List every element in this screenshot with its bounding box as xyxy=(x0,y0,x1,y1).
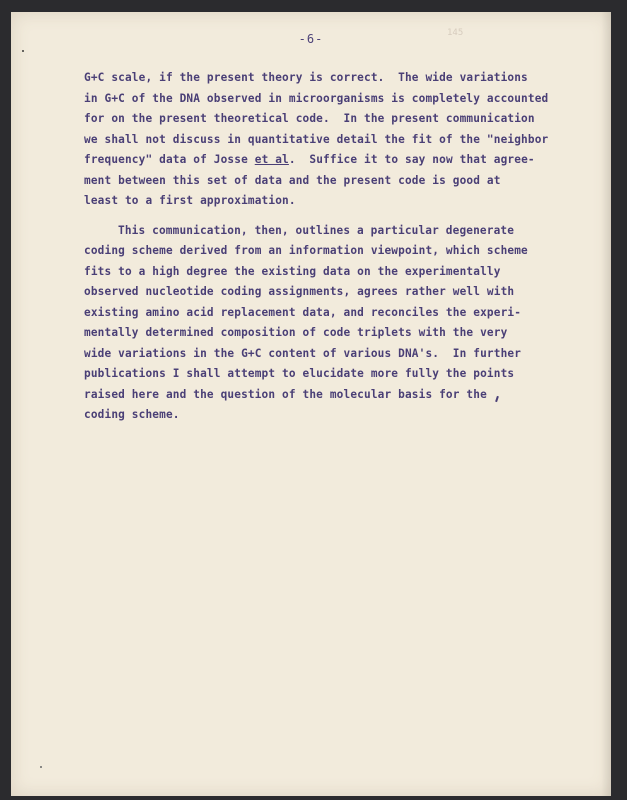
text-line: ment between this set of data and the present code is good at xyxy=(84,173,501,187)
document-body xyxy=(84,68,589,435)
paragraph-1 xyxy=(84,68,589,212)
faint-corner-mark: 145 xyxy=(447,28,464,38)
page-number: -6- xyxy=(298,32,324,46)
paragraph-2 xyxy=(84,221,589,426)
text-line: coding scheme derived from an information viewpoint, which scheme xyxy=(84,244,528,257)
text-line-with-citation xyxy=(84,150,589,171)
document-page xyxy=(11,12,611,796)
text-line: fits to a high degree the existing data on the experimentally xyxy=(84,264,501,278)
text-line: G+C scale, if the present theory is correct. The wide variations xyxy=(84,71,528,84)
scan-speck xyxy=(40,766,42,768)
text-segment: frequency" data of Josse xyxy=(84,153,255,166)
page-edge-shadow xyxy=(601,12,611,796)
text-line: mentally determined composition of code triplets with the very xyxy=(84,326,508,339)
text-line: observed nucleotide coding assignments, agrees rather well with xyxy=(84,285,515,298)
text-line: raised here and the question of the molecular basis for the xyxy=(84,387,487,401)
text-line: coding scheme. xyxy=(84,408,180,421)
text-line: in G+C of the DNA observed in microorganisms is completely accounted xyxy=(84,91,549,105)
text-line: for on the present theoretical code. In the present communication xyxy=(84,112,535,125)
text-line: least to a first approximation. xyxy=(84,194,296,207)
scan-speck xyxy=(22,50,24,52)
text-line: This communication, then, outlines a particular degenerate xyxy=(118,223,515,237)
text-line: wide variations in the G+C content of various DNA's. In further xyxy=(84,346,522,360)
text-line: we shall not discuss in quantitative detail the fit of the "neighbor xyxy=(84,132,549,146)
text-line: publications I shall attempt to elucidate more fully the points xyxy=(84,367,515,380)
text-line: existing amino acid replacement data, and reconciles the experi- xyxy=(84,305,522,319)
text-segment: . Suffice it to say now that agree- xyxy=(288,153,535,166)
underlined-et-al: et al xyxy=(254,153,289,166)
